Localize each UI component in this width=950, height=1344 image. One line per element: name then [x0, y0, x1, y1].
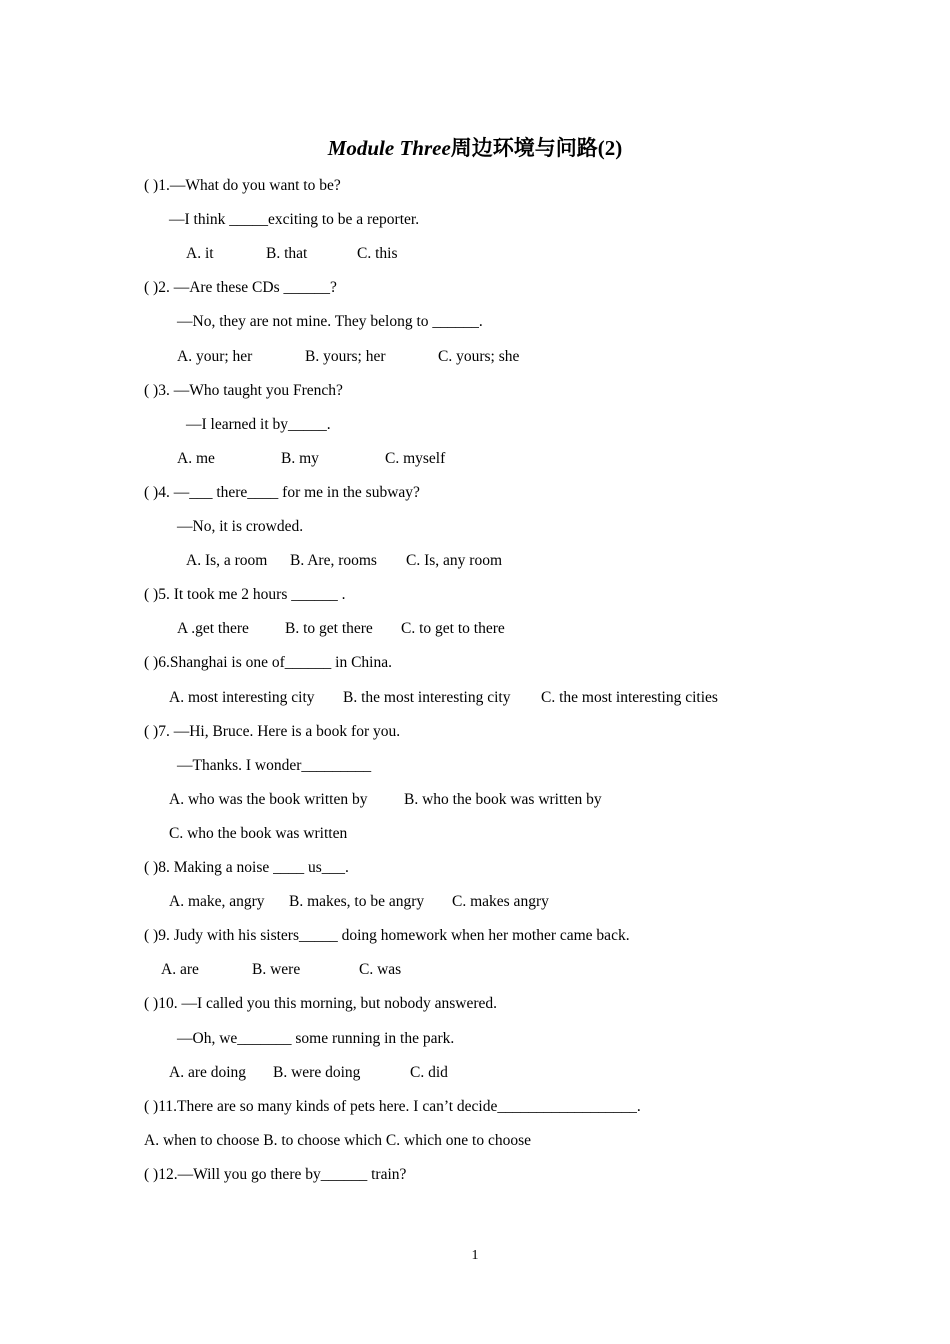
- question-stem: ( )3. —Who taught you French?: [144, 381, 343, 399]
- question-line: —Thanks. I wonder_________: [177, 756, 372, 774]
- answer-options: [177, 449, 445, 469]
- answer-options: [169, 790, 602, 810]
- question-line: —No, they are not mine. They belong to ______.: [177, 313, 483, 331]
- answer-option: B. my: [281, 449, 319, 467]
- answer-option: A. who was the book written by: [169, 790, 368, 808]
- question-stem: ( )9. Judy with his sisters_____ doing homework when her mother came back.: [144, 927, 630, 945]
- question-line: —No, it is crowded.: [177, 518, 304, 535]
- answer-option: A. your; her: [177, 347, 253, 365]
- answer-option: B. yours; her: [305, 347, 386, 365]
- answer-option: B. Are, rooms: [290, 552, 377, 570]
- question-stem: ( )5. It took me 2 hours ______ .: [144, 586, 346, 604]
- question-stem: ( )7. —Hi, Bruce. Here is a book for you.: [144, 722, 401, 740]
- question-stem: ( )6.Shanghai is one of______ in China.: [144, 654, 392, 672]
- question-stem: ( )1.—What do you want to be?: [144, 177, 341, 194]
- answer-option: A. me: [177, 449, 215, 467]
- answer-option: B. that: [266, 245, 308, 263]
- answer-options: [186, 551, 502, 571]
- question-stem: ( )12.—Will you go there by______ train?: [144, 1165, 407, 1183]
- page-number: 1: [471, 1248, 479, 1263]
- answer-option: A. are doing: [169, 1063, 247, 1081]
- answer-options: [186, 244, 397, 264]
- answer-option: C. myself: [385, 449, 446, 467]
- question-stem: ( )2. —Are these CDs ______?: [144, 279, 337, 297]
- answer-options: [161, 960, 401, 980]
- answer-options: [169, 1063, 448, 1083]
- question-line: —Oh, we_______ some running in the park.: [177, 1029, 455, 1047]
- answer-option: B. makes, to be angry: [289, 893, 425, 911]
- answer-option: C. Is, any room: [406, 552, 503, 570]
- answer-options: [177, 619, 505, 639]
- answer-options: [169, 688, 718, 708]
- answer-option: B. to get there: [285, 620, 373, 638]
- question-stem: ( )11.There are so many kinds of pets here. I can’t decide__________________.: [144, 1097, 641, 1115]
- answer-option: C. to get to there: [401, 620, 505, 638]
- answer-option: B. the most interesting city: [343, 688, 511, 706]
- answer-option: C. makes angry: [452, 893, 549, 911]
- question-stem: ( )8. Making a noise ____ us___.: [144, 859, 349, 876]
- question-line: A. when to choose B. to choose which C. which one to choose: [144, 1131, 532, 1149]
- answer-option: A. most interesting city: [169, 688, 315, 706]
- page-title: [0, 134, 950, 162]
- answer-options: [177, 347, 519, 367]
- answer-options: [169, 892, 549, 912]
- answer-option: C. this: [357, 245, 398, 263]
- answer-option: A .get there: [177, 620, 249, 638]
- answer-option: C. was: [359, 961, 402, 979]
- answer-option: C. yours; she: [438, 347, 520, 365]
- question-line: —I think _____exciting to be a reporter.: [169, 211, 420, 229]
- answer-option: A. make, angry: [169, 893, 265, 911]
- answer-option: B. were: [252, 961, 301, 979]
- answer-option: A. are: [161, 961, 199, 979]
- question-stem: ( )10. —I called you this morning, but nobody answered.: [144, 995, 497, 1013]
- answer-option: C. the most interesting cities: [541, 688, 718, 706]
- question-line: —I learned it by_____.: [186, 415, 331, 433]
- answer-option: B. were doing: [273, 1063, 361, 1081]
- title-english: Module Three: [327, 136, 451, 160]
- question-line: C. who the book was written: [169, 824, 348, 842]
- answer-option: C. did: [410, 1063, 448, 1081]
- title-chinese: 周边环境与问路(2): [450, 136, 623, 160]
- answer-option: A. it: [186, 245, 214, 263]
- question-stem: ( )4. —___ there____ for me in the subway?: [144, 483, 420, 501]
- answer-option: A. Is, a room: [186, 552, 268, 570]
- answer-option: B. who the book was written by: [404, 790, 602, 808]
